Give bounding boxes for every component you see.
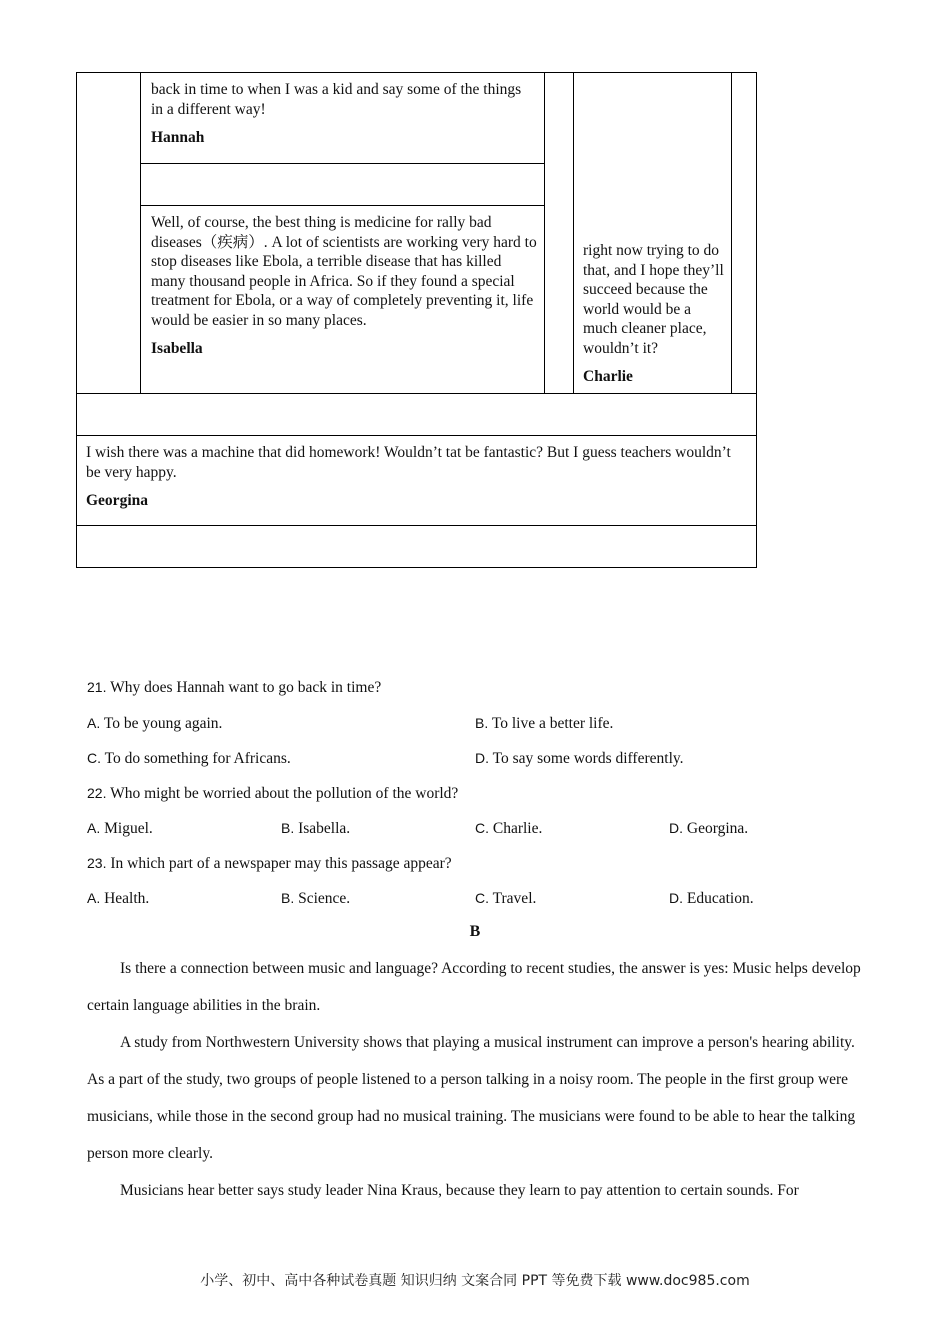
option-c: C. To do something for Africans. <box>87 750 291 767</box>
hannah-text: back in time to when I was a kid and say some of the things in a different way! <box>151 81 522 118</box>
option-b: B. Science. <box>281 890 351 907</box>
option-a: A. To be young again. <box>87 715 223 732</box>
option-b: B. To live a better life. <box>475 715 614 732</box>
paragraph: Is there a connection between music and language? According to recent studies, the answer is yes: Music helps develop certain language abilities in the brain. <box>87 960 861 1014</box>
hannah-name: Hannah <box>151 129 205 146</box>
page-footer: 小学、初中、高中各种试卷真题 知识归纳 文案合同 PPT 等免费下载 www.doc985.com <box>200 1273 750 1289</box>
hannah-cell <box>151 80 536 148</box>
georgina-cell <box>86 443 736 511</box>
isabella-name: Isabella <box>151 340 203 357</box>
charlie-name: Charlie <box>583 368 633 385</box>
passage-b <box>87 950 867 1209</box>
charlie-cell <box>583 241 725 387</box>
isabella-text: Well, of course, the best thing is medicine for rally bad diseases（疾病）. A lot of scientists are working very hard to stop diseases like Ebola, a terrible disease that has killed many thousand people in Africa. So if they found a special treatment for Ebola, or a way of completely preventing it, life would be easier in so many places. <box>151 214 537 329</box>
option-c: C. Travel. <box>475 890 537 907</box>
option-c: C. Charlie. <box>475 820 543 837</box>
question-stem: 22. Who might be worried about the pollution of the world? <box>87 785 459 802</box>
paragraph: Musicians hear better says study leader Nina Kraus, because they learn to pay attention to certain sounds. For <box>120 1182 799 1199</box>
option-d: D. Georgina. <box>669 820 749 837</box>
section-heading: B <box>469 923 481 940</box>
georgina-text: I wish there was a machine that did homework! Wouldn’t tat be fantastic? But I guess teachers wouldn’t be very happy. <box>86 444 731 481</box>
option-a: A. Miguel. <box>87 820 153 837</box>
question-stem: 23. In which part of a newspaper may this passage appear? <box>87 855 452 872</box>
isabella-cell <box>151 213 537 359</box>
question-stem: 21. Why does Hannah want to go back in time? <box>87 679 382 696</box>
option-d: D. To say some words differently. <box>475 750 684 767</box>
option-b: B. Isabella. <box>281 820 351 837</box>
georgina-name: Georgina <box>86 492 148 509</box>
option-d: D. Education. <box>669 890 754 907</box>
charlie-text: right now trying to do that, and I hope they’ll succeed because the world would be a much cleaner place, wouldn’t it? <box>583 242 724 357</box>
option-a: A. Health. <box>87 890 150 907</box>
paragraph: A study from Northwestern University shows that playing a musical instrument can improve a person's hearing ability. As a part of the study, two groups of people listened to a person talking in a noisy room. The people in the first group were musicians, while those in the second group had no musical training. The musicians were found to be able to hear the talking person more clearly. <box>87 1034 856 1162</box>
